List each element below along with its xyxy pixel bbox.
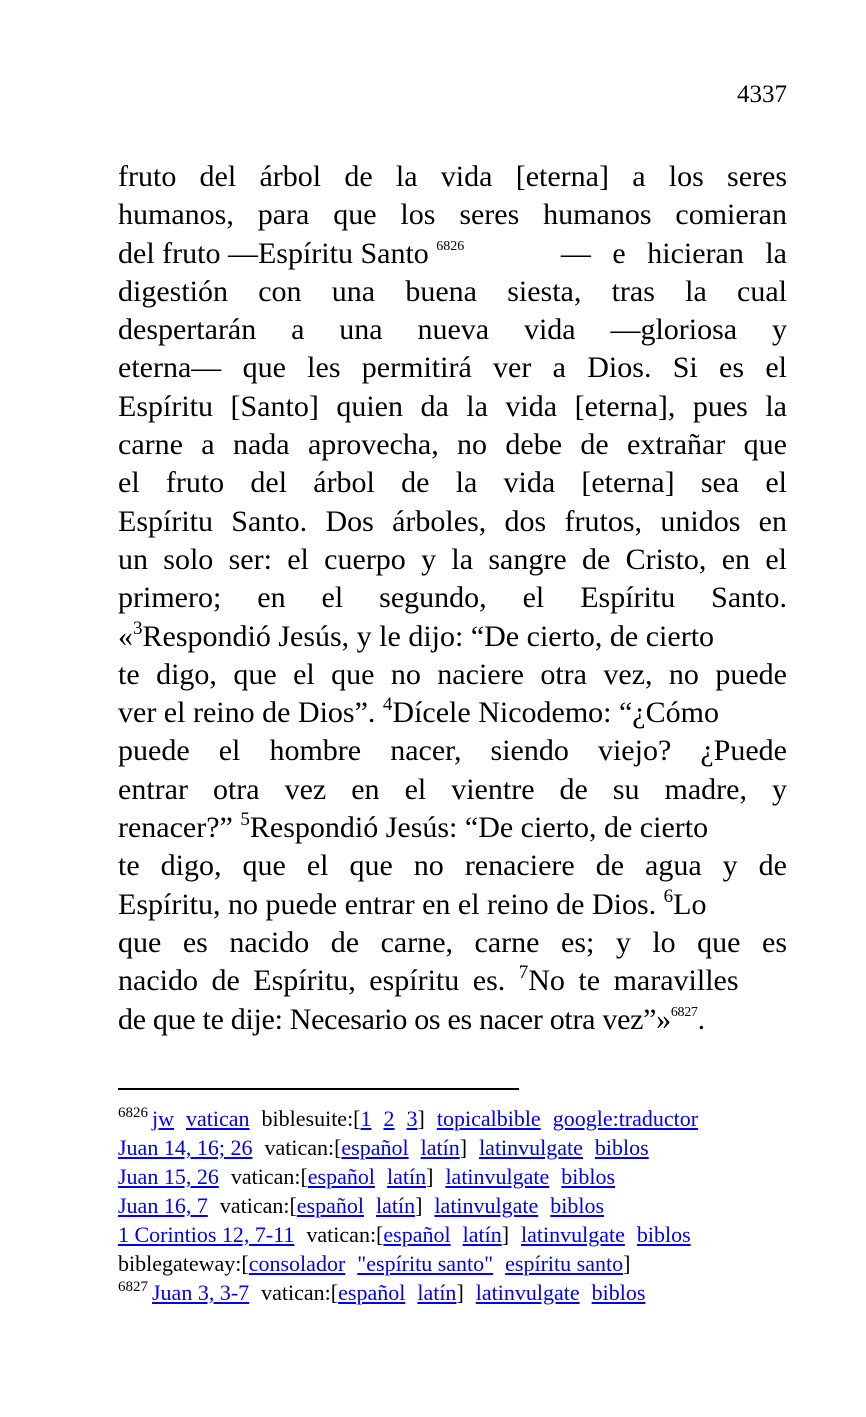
bracket-close: ] [426, 1164, 434, 1189]
link-ref[interactable]: Juan 15, 26 [118, 1164, 219, 1189]
link-biblos[interactable]: biblos [561, 1164, 616, 1189]
link-latin[interactable]: latín [417, 1280, 457, 1305]
link-biblos[interactable]: biblos [594, 1135, 649, 1160]
footnote-line [118, 1133, 788, 1162]
link-espanol[interactable]: español [307, 1164, 375, 1189]
body-line: «$^3$Respondió Jesús, y le dijo: “De cierto, de cierto [118, 617, 715, 653]
body-text [118, 158, 787, 1039]
footnote-line [118, 1278, 788, 1307]
link-latin[interactable]: latín [462, 1222, 502, 1247]
body-line: de que te dije: Necesario os es nacer otra vez”»$^{6827}$. [118, 1002, 705, 1036]
link-espanol[interactable]: español [341, 1135, 409, 1160]
link-biblos[interactable]: biblos [550, 1193, 605, 1218]
footnote-line [118, 1191, 788, 1220]
footnote-number: 6826 [118, 1105, 148, 1121]
vatican-label: vatican:[ [230, 1164, 308, 1189]
link-espiritu-santo[interactable]: espíritu santo [505, 1251, 624, 1276]
body-line: digestión con una buena siesta, tras la cual [118, 274, 787, 308]
bracket-close: ] [501, 1222, 510, 1247]
footnote-ref-6827[interactable]: 6827 [670, 1004, 698, 1020]
link-biblesuite-1[interactable]: 1 [360, 1106, 372, 1131]
link-consolador[interactable]: consolador [248, 1251, 346, 1276]
body-line: puede el hombre nacer, siendo viejo? ¿Puede [118, 734, 787, 768]
vatican-label: vatican:[ [261, 1280, 339, 1305]
body-line: eterna— que les permitirá ver a Dios. Si es el [118, 351, 787, 385]
footnote-number: 6827 [118, 1279, 148, 1295]
bracket-close: ] [459, 1135, 468, 1160]
vatican-label: vatican:[ [264, 1135, 342, 1160]
link-ref[interactable]: Juan 16, 7 [118, 1193, 208, 1218]
bracket-close: ] [417, 1106, 425, 1131]
verse-number: 7 [518, 962, 529, 984]
footnote-line [118, 1249, 788, 1278]
link-vatican[interactable]: vatican [186, 1106, 250, 1131]
link-jw[interactable]: jw [152, 1106, 174, 1131]
verse-number: 4 [382, 694, 393, 716]
body-line: un solo ser: el cuerpo y la sangre de Cristo, en el [118, 542, 787, 576]
body-line: te digo, que el que no renaciere de agua y de [118, 849, 787, 883]
body-line: Espíritu Santo. Dos árboles, dos frutos, unidos en [118, 504, 787, 538]
body-line: fruto del árbol de la vida [eterna] a los seres [118, 160, 787, 193]
footnote-ref-6826[interactable]: 6826 [436, 238, 465, 254]
biblegateway-label: biblegateway:[ [118, 1251, 249, 1276]
footnote-line [118, 1220, 788, 1249]
body-line [118, 235, 787, 273]
link-espanol[interactable]: español [296, 1193, 364, 1218]
link-latin[interactable]: latín [376, 1193, 416, 1218]
vatican-label: vatican:[ [219, 1193, 297, 1218]
body-line: despertarán a una nueva vida —gloriosa y [118, 313, 787, 347]
link-biblesuite-2[interactable]: 2 [383, 1106, 395, 1131]
bracket-close: ] [456, 1280, 464, 1305]
link-latinvulgate[interactable]: latinvulgate [521, 1222, 625, 1247]
bracket-close: ] [415, 1193, 423, 1218]
footnote-divider [118, 1088, 519, 1090]
link-biblos[interactable]: biblos [591, 1280, 646, 1305]
footnote-line [118, 1104, 788, 1133]
body-line: entrar otra vez en el vientre de su madre, y [118, 772, 787, 806]
body-line-part: del fruto —Espíritu Santo $^{6826}$ [118, 236, 465, 270]
link-latinvulgate[interactable]: latinvulgate [445, 1164, 550, 1189]
body-line: nacido de Espíritu, espíritu es. $^7$No te maravilles [118, 962, 739, 998]
link-latin[interactable]: latín [387, 1164, 427, 1189]
verse-number: 3 [133, 617, 143, 639]
body-line-part: — e hicieran la [560, 236, 787, 270]
link-espanol[interactable]: español [338, 1280, 406, 1305]
link-espanol[interactable]: español [383, 1222, 451, 1247]
body-line: primero; en el segundo, el Espíritu Santo. [118, 581, 787, 615]
link-ref[interactable]: Juan 14, 16; 26 [118, 1135, 253, 1160]
link-espiritu-santo-quoted[interactable]: "espíritu santo" [357, 1251, 494, 1276]
footnote-line [118, 1162, 788, 1191]
body-line: que es nacido de carne, carne es; y lo que es [118, 925, 787, 959]
link-google-traductor[interactable]: google:traductor [552, 1106, 699, 1131]
footnotes [118, 1104, 788, 1307]
link-latinvulgate[interactable]: latinvulgate [479, 1135, 583, 1160]
link-latinvulgate[interactable]: latinvulgate [434, 1193, 539, 1218]
link-biblesuite-3[interactable]: 3 [406, 1106, 418, 1131]
verse-number: 5 [240, 809, 250, 831]
body-line: el fruto del árbol de la vida [eterna] sea el [118, 466, 787, 500]
link-topicalbible[interactable]: topicalbible [436, 1106, 541, 1131]
page-number: 4337 [737, 81, 787, 108]
link-latinvulgate[interactable]: latinvulgate [475, 1280, 580, 1305]
body-line: ver el reino de Dios”. $^4$Dícele Nicodemo: “¿Cómo [118, 694, 719, 730]
body-line: carne a nada aprovecha, no debe de extrañar que [118, 428, 787, 462]
link-latin[interactable]: latín [420, 1135, 460, 1160]
body-line: renacer?” $^5$Respondió Jesús: “De cierto, de cierto [118, 809, 709, 845]
vatican-label: vatican:[ [306, 1222, 384, 1247]
link-ref[interactable]: Juan 3, 3-7 [152, 1280, 250, 1305]
body-line: humanos, para que los seres humanos comieran [118, 198, 787, 232]
body-line: Espíritu, no puede entrar en el reino de Dios. $^6$Lo [118, 885, 707, 921]
verse-number: 6 [663, 885, 674, 907]
body-line: te digo, que el que no naciere otra vez, no puede [118, 657, 787, 691]
body-line: Espíritu [Santo] quien da la vida [eterna], pues la [118, 389, 787, 423]
biblesuite-label: biblesuite:[ [261, 1106, 361, 1131]
link-biblos[interactable]: biblos [636, 1222, 691, 1247]
bracket-close: ] [623, 1251, 631, 1276]
link-ref[interactable]: 1 Corintios 12, 7-11 [118, 1222, 295, 1247]
